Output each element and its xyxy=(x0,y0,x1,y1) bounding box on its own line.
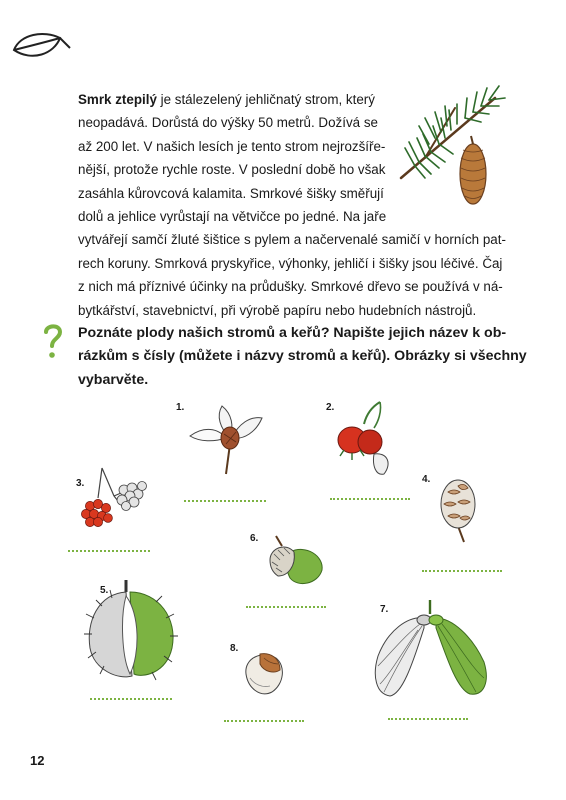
answer-line-1[interactable] xyxy=(184,500,266,502)
answer-line-5[interactable] xyxy=(90,698,172,700)
item-number: 7. xyxy=(380,604,389,615)
rose-hip-illustration xyxy=(330,398,400,480)
intro-line: vytvářejí samčí žluté šištice s pylem a načervenalé samičí v horních pat- xyxy=(78,232,506,248)
intro-line: rech koruny. Smrková pryskyřice, výhonky, jehličí i šišky jsou léčivé. Čaj xyxy=(78,255,503,271)
maple-samara-illustration xyxy=(368,596,496,700)
item-number: 6. xyxy=(250,533,259,544)
answer-line-7[interactable] xyxy=(388,718,468,720)
intro-line: z nich má příznivé účinky na průdušky. Smrkové dřevo se používá v ná- xyxy=(78,279,503,295)
answer-line-2[interactable] xyxy=(330,498,410,500)
magnolia-fruit-illustration xyxy=(186,398,266,478)
intro-line: až 200 let. V našich lesích je tento strom nejrozšíře- xyxy=(78,138,386,154)
intro-line: zasáhla kůrovcová kalamita. Smrkové šišky směřují xyxy=(78,185,384,201)
item-number: 5. xyxy=(100,585,109,596)
intro-line: neopadává. Dorůstá do výšky 50 metrů. Dožívá se xyxy=(78,115,378,131)
answer-line-6[interactable] xyxy=(246,606,326,608)
hazelnut-illustration xyxy=(236,644,288,700)
item-number: 4. xyxy=(422,474,431,485)
answer-line-8[interactable] xyxy=(224,720,304,722)
intro-line: Smrk ztepilý je stálezelený jehličnatý strom, který xyxy=(78,92,375,107)
intro-line: dolů a jehlice vyrůstají na větvičce po jedné. Na jaře xyxy=(78,208,387,224)
horse-chestnut-illustration xyxy=(82,578,180,684)
question-text: Poznáte plody našich stromů a keřů? Napište jejich název k ob- rázkům s čísly (můžete i názvy stromů a keřů). Obrázky si všechny vybarvěte. xyxy=(78,325,527,388)
intro-line: bytkářství, stavebnictví, při výrobě papíru nebo hudebních nástrojů. xyxy=(78,302,477,318)
answer-line-4[interactable] xyxy=(422,570,502,572)
item-number: 8. xyxy=(230,643,239,654)
spruce-branch-illustration xyxy=(395,78,507,210)
intro-line: nější, protože rychle roste. V poslední době ho však xyxy=(78,162,386,178)
item-number: 1. xyxy=(176,402,185,413)
leaf-outline-icon xyxy=(10,28,74,68)
rowan-berries-illustration xyxy=(78,466,156,532)
page-number: 12 xyxy=(30,753,45,768)
answer-line-3[interactable] xyxy=(68,550,150,552)
cone-illustration xyxy=(434,474,484,544)
item-number: 2. xyxy=(326,402,335,413)
acorn-illustration xyxy=(262,530,326,588)
item-number: 3. xyxy=(76,478,85,489)
question-mark-icon xyxy=(40,322,66,362)
